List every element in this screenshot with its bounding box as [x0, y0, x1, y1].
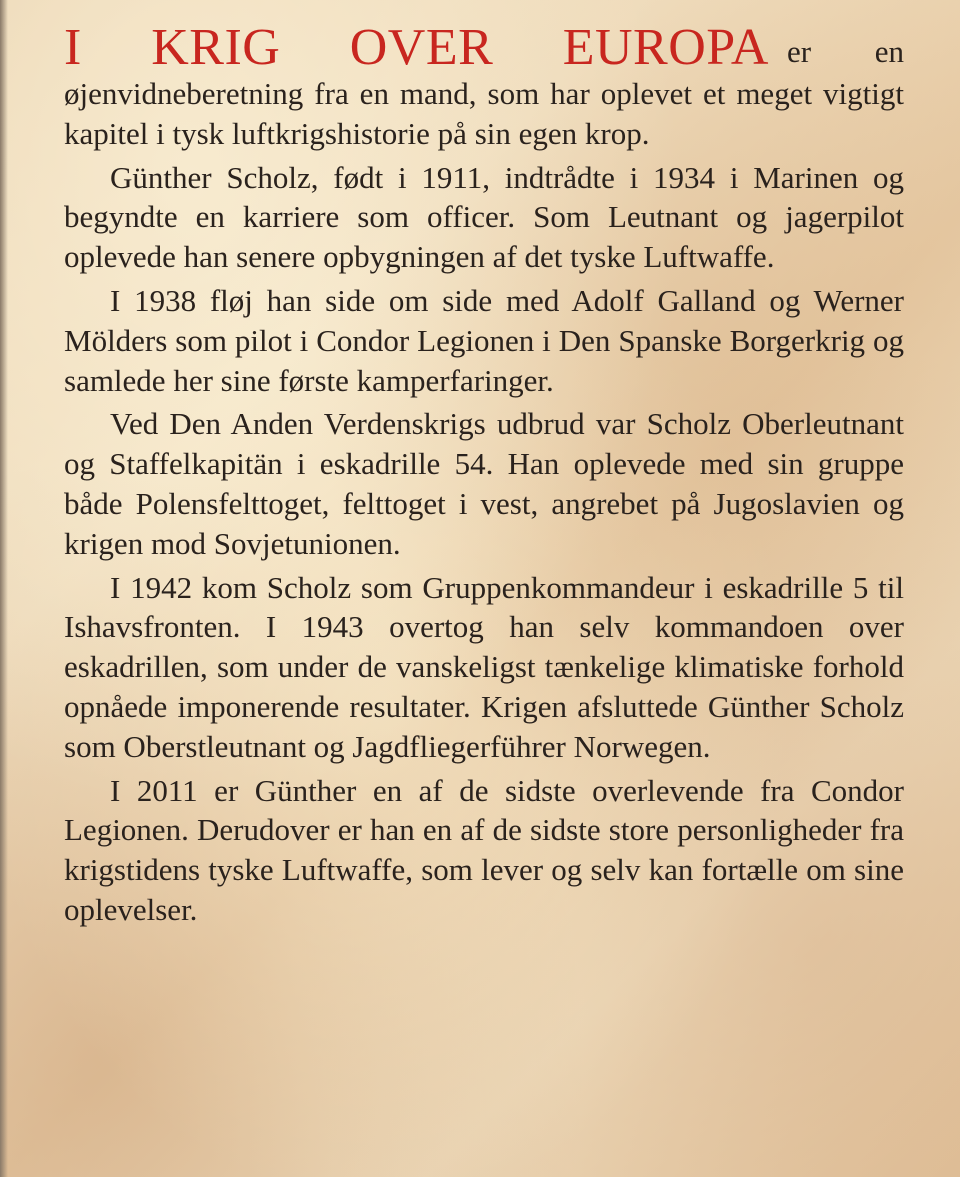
paragraph-ww2-outbreak: Ved Den Anden Verdenskrigs udbrud var Scholz Oberleutnant og Staffelkapitän i eskadrille 54. Han oplevede med sin gruppe både Polensfelttoget, felttoget i vest, angrebet på Jugoslavien og krigen mod Sovjetunionen.: [64, 406, 904, 561]
paragraph-2011: I 2011 er Günther en af de sidste overlevende fra Condor Legionen. Derudover er han en af de sidste store personligheder fra krigstidens tyske Luftwaffe, som lever og selv kan fortælle om sine oplevelser.: [64, 772, 904, 927]
intro-paragraph: [64, 19, 904, 154]
paragraph-1-text: er en øjenvidneberetning fra en mand, som har oplevet et meget vigtigt kapitel i tysk luftkrigshistorie på sin egen krop.: [64, 34, 904, 151]
paragraph-biography: Günther Scholz, født i 1911, indtrådte i 1934 i Marinen og begyndte en karriere som officer. Som Leutnant og jagerpilot oplevede han senere opbygningen af det tyske Luftwaffe.: [64, 159, 904, 275]
back-cover-text: [64, 19, 904, 930]
book-title: I KRIG OVER EUROPA: [64, 19, 769, 76]
scan-edge-shadow: [0, 0, 8, 1177]
paragraph-condor-legion: I 1938 fløj han side om side med Adolf Galland og Werner Mölders som pilot i Condor Legionen i Den Spanske Borgerkrig og samlede her sine første kamperfaringer.: [64, 282, 904, 398]
paragraph-arctic-front: I 1942 kom Scholz som Gruppenkommandeur i eskadrille 5 til Ishavsfronten. I 1943 overtog han selv kommandoen over eskadrillen, som under de vanskeligst tænkelige klimatiske forhold opnåede imponerende resultater. Krigen afsluttede Günther Scholz som Oberstleutnant og Jagdfliegerführer Norwegen.: [64, 569, 904, 764]
